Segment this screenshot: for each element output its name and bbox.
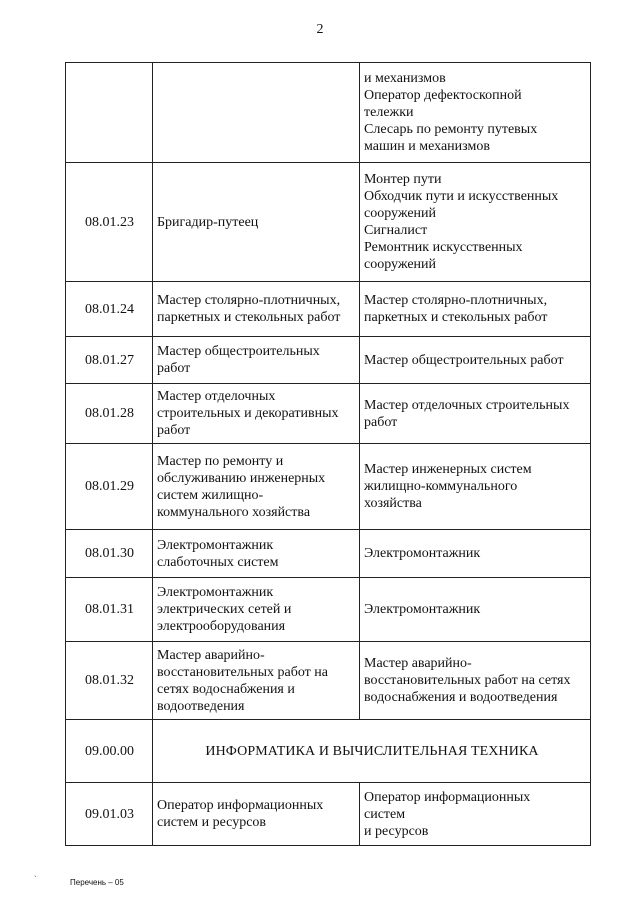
- title-cell: [153, 444, 360, 530]
- table-row: [66, 163, 591, 282]
- related-cell: [360, 163, 591, 282]
- title-cell: [153, 337, 360, 384]
- occupations-table: [65, 62, 591, 846]
- related-line: тележки: [364, 105, 414, 120]
- code-cell: 08.01.27: [66, 337, 153, 384]
- related-cell: [360, 530, 591, 578]
- title-cell: [153, 384, 360, 444]
- code-cell: 08.01.29: [66, 444, 153, 530]
- title-line: Мастер отделочных: [157, 389, 276, 404]
- section-row: [66, 720, 591, 783]
- title-line: систем жилищно-: [157, 487, 264, 503]
- code-cell: 08.01.28: [66, 384, 153, 444]
- margin-mark: ˏ: [34, 868, 37, 877]
- related-cell: [360, 444, 591, 530]
- table-row: [66, 530, 591, 578]
- related-line: Мастер аварийно-: [364, 656, 472, 671]
- title-line: восстановительных работ на: [157, 664, 328, 680]
- related-line: Монтер пути: [364, 172, 442, 187]
- title-line: Мастер по ремонту и: [157, 453, 284, 469]
- table-row: [66, 63, 591, 163]
- table-row: [66, 282, 591, 337]
- code-cell: 08.01.32: [66, 642, 153, 720]
- related-line: Слесарь по ремонту путевых: [364, 122, 538, 137]
- title-cell: [153, 163, 360, 282]
- related-line: Оператор информационных: [364, 789, 531, 805]
- title-line: водоотведения: [157, 698, 245, 714]
- related-cell: [360, 282, 591, 337]
- related-line: Обходчик пути и искусственных: [364, 189, 559, 204]
- title-line: паркетных и стекольных работ: [157, 310, 341, 325]
- related-line: и ресурсов: [364, 823, 429, 839]
- section-heading: ИНФОРМАТИКА И ВЫЧИСЛИТЕЛЬНАЯ ТЕХНИКА: [153, 720, 591, 783]
- code-cell: [66, 63, 153, 163]
- title-line: Оператор информационных: [157, 798, 324, 813]
- related-line: Мастер отделочных строительных: [364, 397, 570, 413]
- title-line: Электромонтажник: [157, 585, 274, 600]
- title-cell: [153, 783, 360, 846]
- related-cell: [360, 384, 591, 444]
- title-line: электрооборудования: [157, 619, 286, 634]
- related-line: жилищно-коммунального: [364, 479, 518, 494]
- related-cell: [360, 337, 591, 384]
- title-line: Мастер столярно-плотничных,: [157, 293, 341, 308]
- related-line: водоснабжения и водоотведения: [364, 690, 558, 705]
- title-line: строительных и декоративных: [157, 406, 339, 421]
- related-line: Мастер инженерных систем: [364, 462, 532, 477]
- code-cell: 08.01.31: [66, 578, 153, 642]
- title-line: Мастер аварийно-: [157, 647, 265, 663]
- title-line: сетях водоснабжения и: [157, 681, 295, 697]
- related-line: хозяйства: [364, 496, 422, 511]
- title-line: работ: [157, 361, 191, 376]
- related-line: Оператор дефектоскопной: [364, 88, 522, 103]
- code-cell: 08.01.24: [66, 282, 153, 337]
- title-cell: [153, 63, 360, 163]
- related-line: восстановительных работ на сетях: [364, 673, 571, 688]
- related-line: сооружений: [364, 206, 437, 221]
- title-line: систем и ресурсов: [157, 815, 267, 830]
- related-line: паркетных и стекольных работ: [364, 310, 548, 325]
- related-cell: [360, 642, 591, 720]
- related-line: Электромонтажник: [364, 602, 481, 617]
- table-row: [66, 337, 591, 384]
- related-line: и механизмов: [364, 71, 446, 86]
- section-code-cell: 09.00.00: [66, 720, 153, 783]
- related-line: Электромонтажник: [364, 546, 481, 561]
- related-line: Ремонтник искусственных: [364, 240, 523, 255]
- related-line: систем: [364, 806, 406, 822]
- title-line: Мастер общестроительных: [157, 344, 320, 359]
- related-cell: [360, 578, 591, 642]
- related-line: сооружений: [364, 257, 437, 272]
- related-line: Мастер столярно-плотничных,: [364, 293, 548, 308]
- code-cell: 08.01.23: [66, 163, 153, 282]
- related-cell: [360, 783, 591, 846]
- related-cell: [360, 63, 591, 163]
- title-cell: [153, 578, 360, 642]
- footer-label: Перечень – 05: [70, 878, 124, 887]
- code-cell: 08.01.30: [66, 530, 153, 578]
- title-line: Электромонтажник: [157, 537, 274, 553]
- table-row: [66, 578, 591, 642]
- title-line: слаботочных систем: [157, 554, 279, 570]
- related-line: Сигналист: [364, 223, 428, 238]
- title-line: коммунального хозяйства: [157, 504, 311, 520]
- title-cell: [153, 530, 360, 578]
- table-row: [66, 783, 591, 846]
- related-line: Мастер общестроительных работ: [364, 352, 564, 368]
- title-cell: [153, 642, 360, 720]
- table-row: [66, 384, 591, 444]
- related-line: работ: [364, 414, 398, 430]
- title-cell: [153, 282, 360, 337]
- title-line: работ: [157, 423, 191, 438]
- title-line: Бригадир-путеец: [157, 214, 259, 230]
- related-line: машин и механизмов: [364, 139, 490, 154]
- title-line: обслуживанию инженерных: [157, 470, 326, 486]
- title-line: электрических сетей и: [157, 602, 292, 617]
- code-cell: 09.01.03: [66, 783, 153, 846]
- table-row: [66, 642, 591, 720]
- table-row: [66, 444, 591, 530]
- page-number: 2: [316, 22, 324, 37]
